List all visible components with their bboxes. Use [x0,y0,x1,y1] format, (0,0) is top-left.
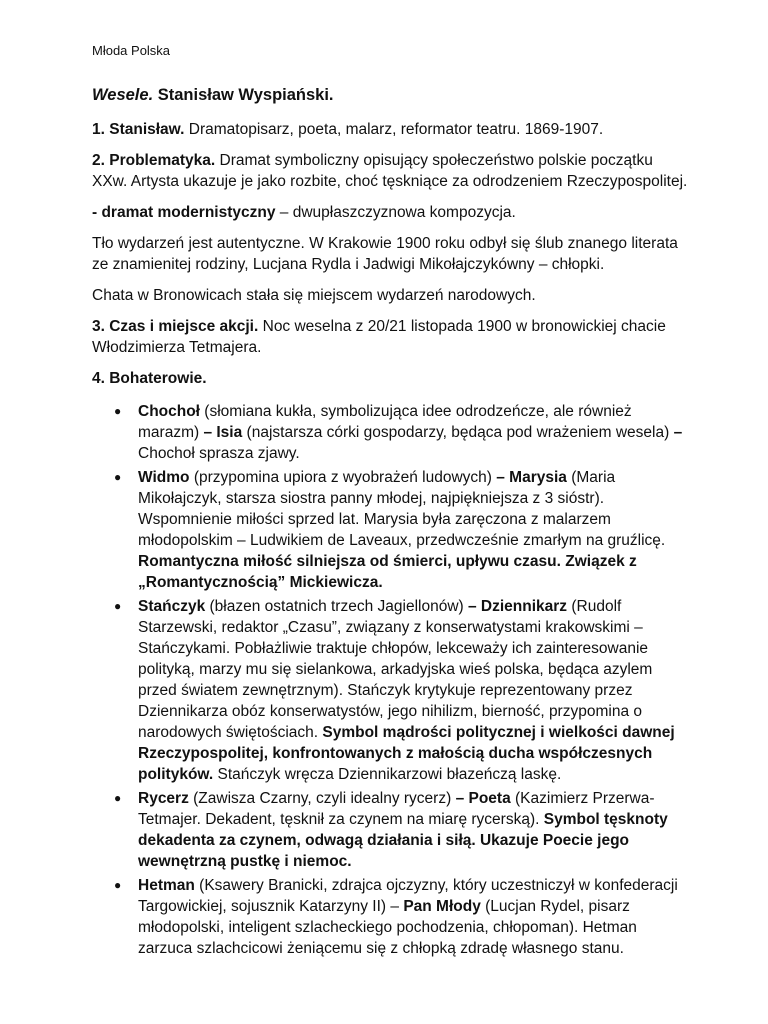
list-item [92,401,692,464]
section-dramat-text: – dwupłaszczyznowa kompozycja. [275,204,516,221]
hero-desc: (Zawisza Czarny, czyli idealny rycerz) [188,790,456,807]
bullet-icon: ● [114,404,122,418]
hero-symbol: Symbol mądrości politycznej i wielkości dawnej Rzeczypospolitej, konfrontowanych z małością ducha współczesnych polityków. [138,724,675,783]
section-bohaterowie-label: 4. Bohaterowie. [92,370,207,387]
page-header: Młoda Polska [92,43,171,58]
hero-name: Rycerz [138,790,189,807]
section-problematyka [92,150,692,192]
hero-name: Widmo [138,469,190,486]
section-problematyka-label: 2. Problematyka. [92,152,216,169]
hero-pair-name: – Dziennikarz [467,598,568,615]
section-dramat-label: - dramat modernistyczny [92,204,276,221]
hero-symbol: Symbol tęsknoty dekadenta za czynem, odwagą działania i siłą. Ukazuje Poecie jego wewnętrzną pustkę i niemoc. [138,811,668,870]
section-czas-text: Noc weselna z 20/21 listopada 1900 w bronowickiej chacie Włodzimierza Tetmajera. [92,318,666,356]
list-item [92,875,692,959]
document-body [92,84,692,962]
hero-pair-desc: (Kazimierz Przerwa-Tetmajer. Dekadent, tęsknił za czynem na miarę rycerską). [138,790,655,828]
bullet-icon: ● [114,470,122,484]
hero-name: Stańczyk [138,598,206,615]
hero-rest: Chochoł sprasza zjawy. [138,445,300,462]
hero-pair-desc: (Maria Mikołajczyk, starsza siostra panny młodej, najpiękniejsza z 3 sióstr). Wspomnienie miłości sprzed lat. Marysia była zaręczona z malarzem młodopolskim – Ludwikiem de Laveaux, przedwcześnie zmarłym na gruźlicę. [138,469,666,549]
hero-pair-name: – Marysia [496,469,567,486]
hero-pair-desc: (Rudolf Starzewski, redaktor „Czasu”, związany z konserwatystami krakowskimi – Stańczykami. Pobłażliwie traktuje chłopów, lekceważy ich zainteresowanie polityką, marzy mu się sielankowa, arkadyjska wieś polska, będąca azylem przed światem zewnętrznym). Stańczyk krytykuje reprezentowany przez Dziennikarza obóz konserwatystów, jego nihilizm, bierność, przypomina o narodowych świętościach. [138,598,653,741]
section-czas [92,316,692,358]
title-author: Stanisław Wyspiański. [153,86,334,104]
hero-pair-name: – Poeta [455,790,511,807]
section-author [92,119,692,140]
hero-desc: (słomiana kukła, symbolizująca idee odrodzeńcze, ale również marazm) [138,403,632,441]
bullet-icon: ● [114,599,122,613]
section-czas-label: 3. Czas i miejsce akcji. [92,318,259,335]
hero-rest: Stańczyk wręcza Dziennikarzowi błazeńczą laskę. [213,766,562,783]
list-item [92,788,692,872]
hero-name: Chochoł [138,403,200,420]
hero-symbol: Romantyczna miłość silniejsza od śmierci, upływu czasu. Związek z „Romantycznością” Mickiewicza. [138,553,637,591]
section-dramat [92,202,692,223]
paragraph-tlo: Tło wydarzeń jest autentyczne. W Krakowie 1900 roku odbył się ślub znanego literata ze znamienitej rodziny, Lucjana Rydla i Jadwigi Mikołajczykówny – chłopki. [92,235,678,273]
section-author-text: Dramatopisarz, poeta, malarz, reformator teatru. 1869-1907. [184,121,604,138]
title-work: Wesele. [92,86,154,104]
bullet-icon: ● [114,878,122,892]
section-bohaterowie [92,368,692,389]
paragraph-chata: Chata w Bronowicach stała się miejscem wydarzeń narodowych. [92,287,536,304]
section-problematyka-text: Dramat symboliczny opisujący społeczeństwo polskie początku XXw. Artysta ukazuje je jako rozbite, choć tęskniące za odrodzeniem Rzeczypospolitej. [92,152,688,190]
document-title [92,84,692,106]
bullet-icon: ● [114,791,122,805]
hero-desc: (przypomina upiora z wyobrażeń ludowych) [189,469,497,486]
list-item [92,596,692,785]
list-item [92,467,692,593]
hero-desc: (Ksawery Branicki, zdrajca ojczyzny, który uczestniczył w konfederacji Targowickiej, sojusznik Katarzyny II) – [138,877,678,915]
hero-dash: – [673,424,683,441]
hero-pair-desc: (Lucjan Rydel, pisarz młodopolski, inteligent szlacheckiego pochodzenia, chłopoman). Hetman zarzuca szlachcicowi żeniącemu się z chłopką zdradę własnego stanu. [138,898,637,957]
hero-desc: (błazen ostatnich trzech Jagiellonów) [205,598,468,615]
hero-pair-desc: (najstarsza córki gospodarzy, będąca pod wrażeniem wesela) [242,424,674,441]
hero-pair-name: – Isia [203,424,243,441]
hero-name: Hetman [138,877,195,894]
section-author-label: 1. Stanisław. [92,121,185,138]
heroes-list [92,401,692,959]
hero-pair-name: Pan Młody [403,898,481,915]
